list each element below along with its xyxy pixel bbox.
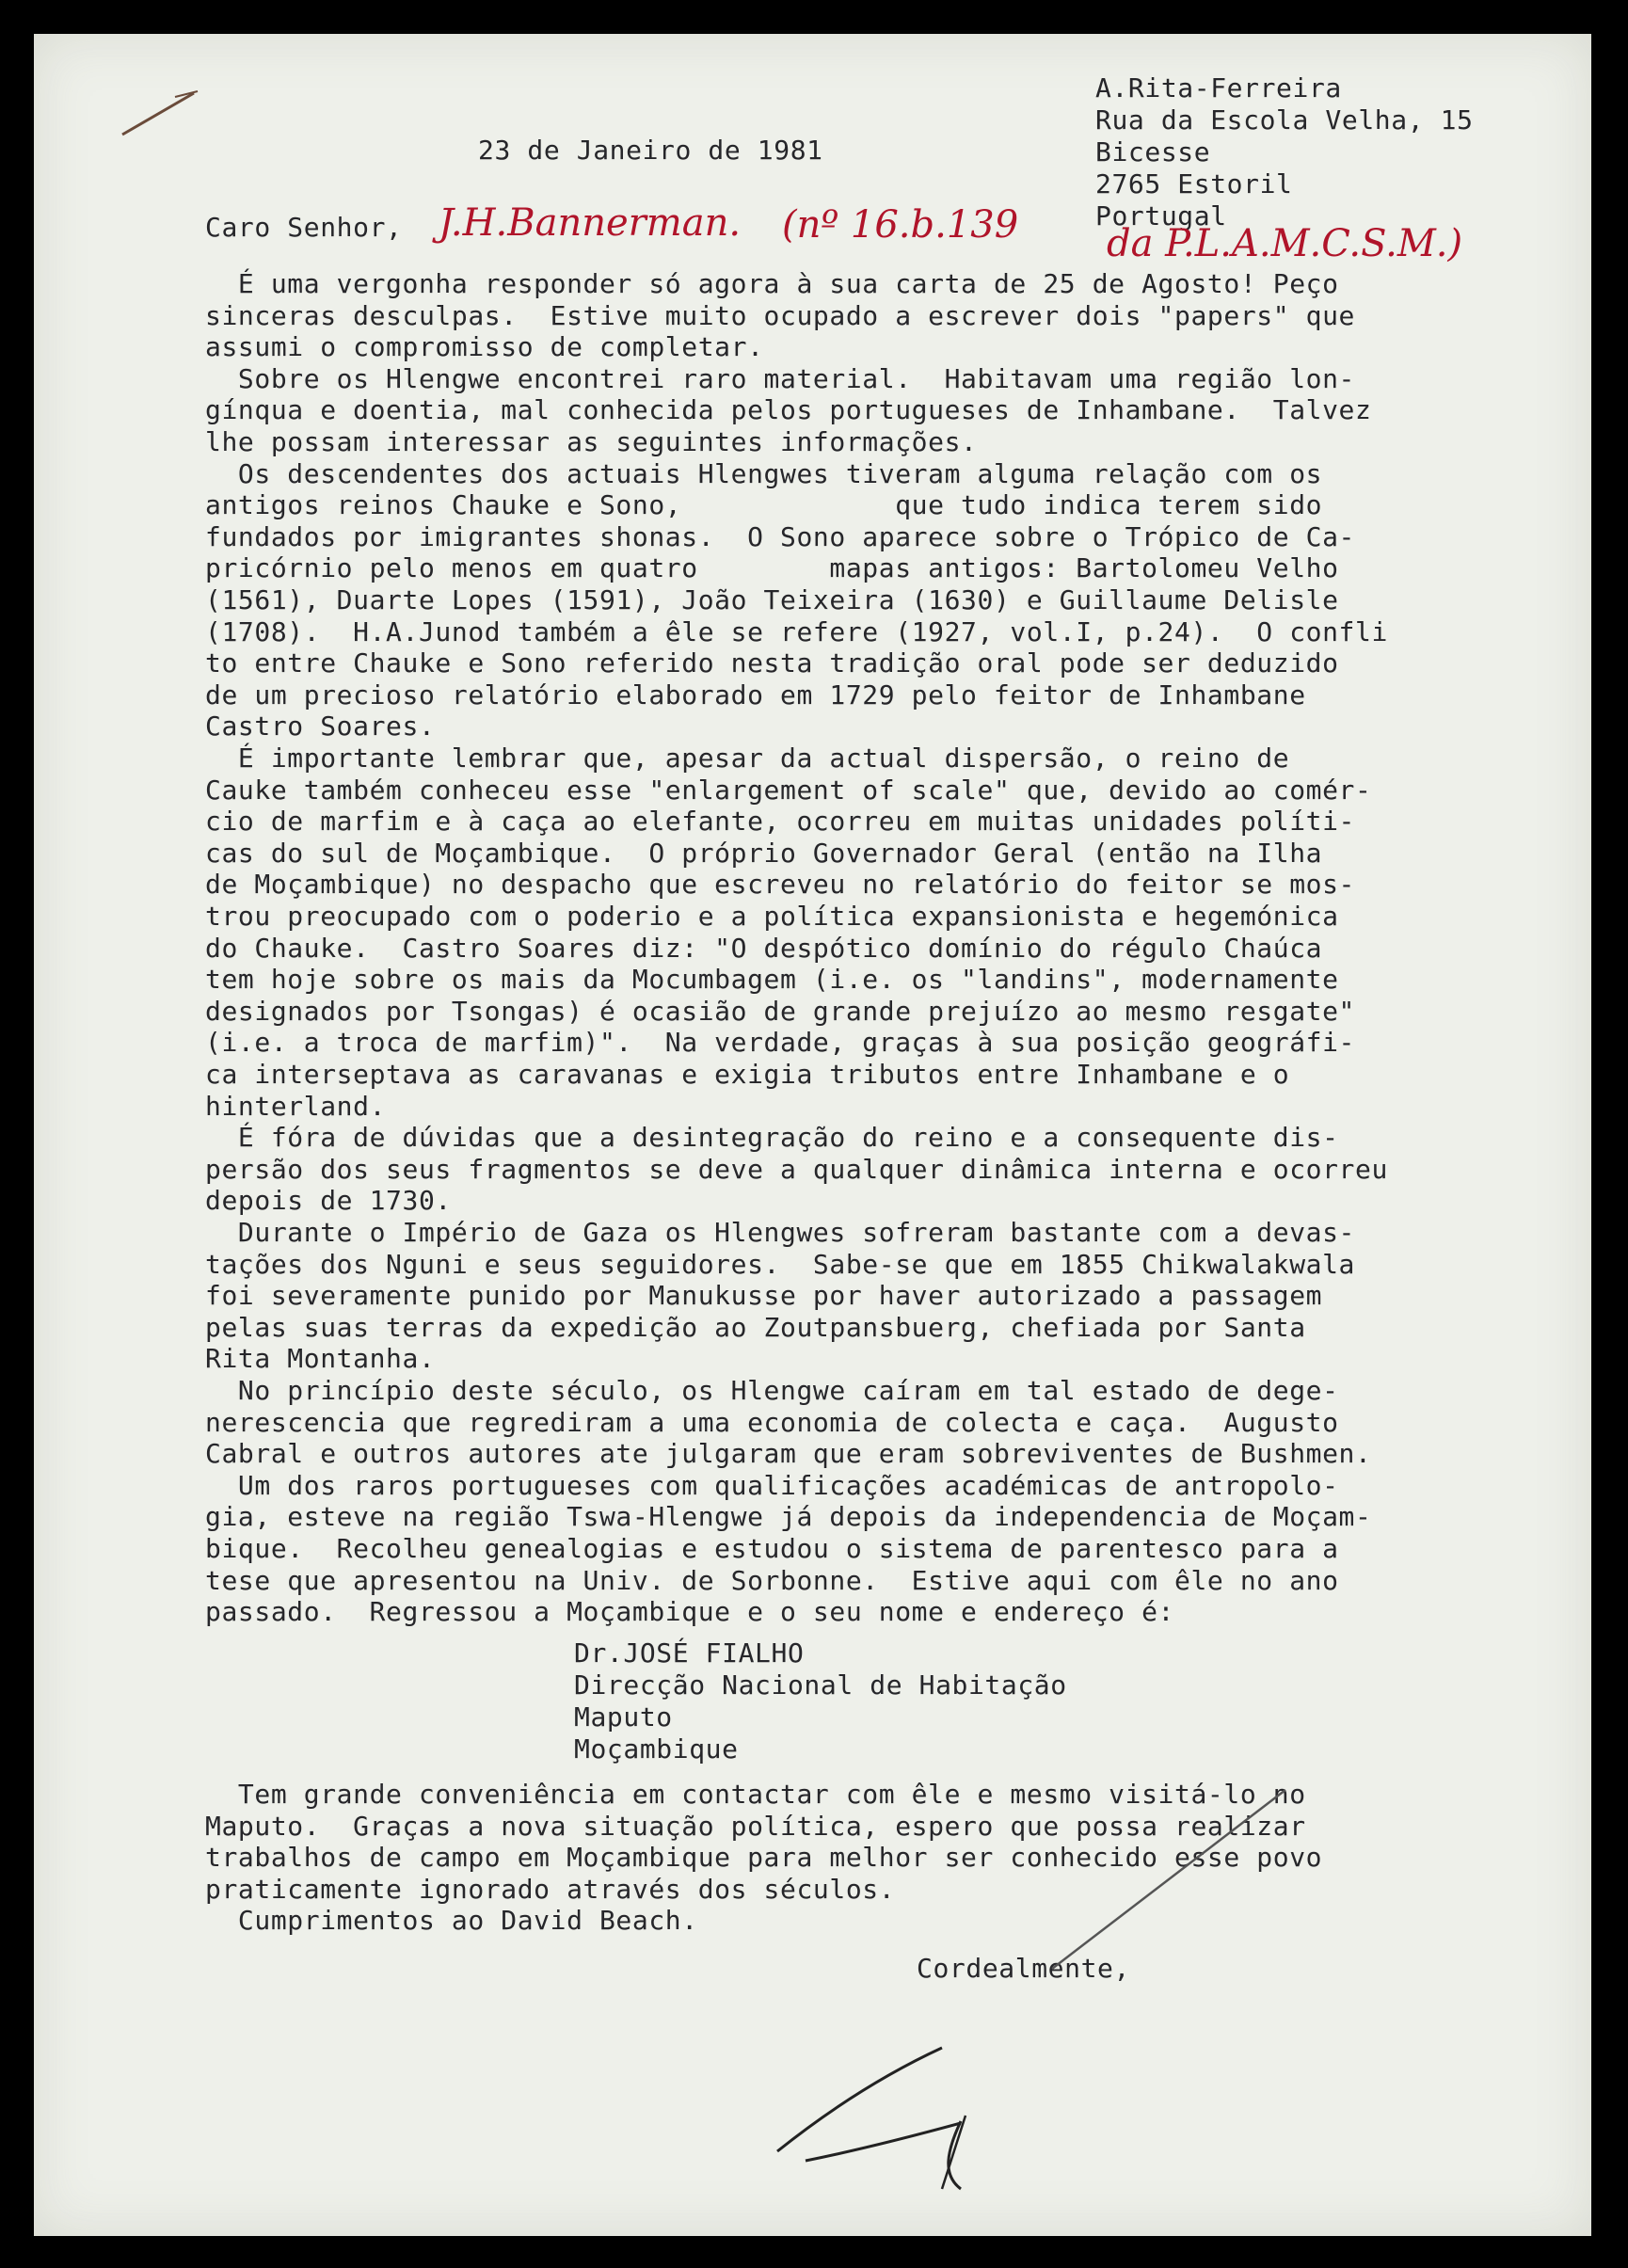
text-line: do Chauke. Castro Soares diz: "O despótico domínio do régulo Chaúca <box>205 932 1323 964</box>
text-line: persão dos seus fragmentos se deve a qualquer dinâmica interna e ocorreu <box>205 1153 1388 1185</box>
letter-closing <box>205 1780 1570 1949</box>
text-line: gínqua e doentia, mal conhecida pelos portugueses de Inhambane. Talvez <box>205 394 1372 426</box>
pencil-slash <box>1050 1784 1295 1973</box>
text-line: trou preocupado com o poderio e a política expansionista e hegemónica <box>205 901 1339 932</box>
sender-locality: Bicesse <box>1095 136 1211 168</box>
valediction: Cordealmente, <box>917 1953 1130 1984</box>
text-line: tações dos Nguni e seus seguidores. Sabe-se que em 1855 Chikwalakwala <box>205 1248 1356 1280</box>
sender-street: Rua da Escola Velha, 15 <box>1095 104 1474 136</box>
text-line: trabalhos de campo em Moçambique para melhor ser conhecido esse povo <box>205 1842 1323 1874</box>
text-line: Um dos raros portugueses com qualificações académicas de antropolo- <box>205 1469 1339 1501</box>
sender-country: Portugal <box>1095 200 1227 232</box>
text-line: foi severamente punido por Manukusse por haver autorizado a passagem <box>205 1280 1323 1312</box>
text-line: passado. Regressou a Moçambique e o seu nome e endereço é: <box>205 1596 1174 1628</box>
text-line: fundados por imigrantes shonas. O Sono aparece sobre o Trópico de Ca- <box>205 520 1356 552</box>
handwritten-reference-2: da P.L.A.M.C.S.M.) <box>1107 222 1463 265</box>
contact-city: Maputo <box>574 1701 673 1733</box>
salutation: Caro Senhor, <box>205 212 403 243</box>
contact-country: Moçambique <box>574 1733 739 1765</box>
text-line: pricórnio pelo menos em quatro mapas antigos: Bartolomeu Velho <box>205 552 1339 584</box>
text-line: tese que apresentou na Univ. de Sorbonne. Estive aqui com êle no ano <box>205 1564 1339 1596</box>
text-line: designados por Tsongas) é ocasião de grande prejuízo ao mesmo resgate" <box>205 995 1356 1027</box>
text-line: to entre Chauke e Sono referido nesta tradição oral pode ser deduzido <box>205 647 1339 679</box>
text-line: (1561), Duarte Lopes (1591), João Teixeira (1630) e Guillaume Delisle <box>205 584 1339 615</box>
contact-office: Direcção Nacional de Habitação <box>574 1669 1067 1701</box>
text-line: ca interseptava as caravanas e exigia tributos entre Inhambane e o <box>205 1059 1290 1090</box>
pencil-mark <box>119 86 203 142</box>
letter-sheet <box>34 34 1591 2236</box>
text-line: Tem grande conveniência em contactar com êle e mesmo visitá-lo no <box>205 1779 1306 1810</box>
handwritten-reference-1: (nº 16.b.139 <box>782 203 1019 247</box>
text-line: antigos reinos Chauke e Sono, que tudo indica terem sido <box>205 489 1323 521</box>
signature <box>768 2010 1088 2198</box>
text-line: Maputo. Graças a nova situação política, espero que possa realizar <box>205 1810 1306 1842</box>
text-line: É fóra de dúvidas que a desintegração do reino e a consequente dis- <box>205 1122 1339 1154</box>
text-line: Rita Montanha. <box>205 1343 436 1375</box>
text-line: assumi o compromisso de completar. <box>205 331 764 363</box>
text-line: Durante o Império de Gaza os Hlengwes sofreram bastante com a devas- <box>205 1217 1356 1248</box>
text-line: praticamente ignorado através dos séculos. <box>205 1873 896 1905</box>
text-line: Castro Soares. <box>205 711 436 743</box>
letter-date: 23 de Janeiro de 1981 <box>478 135 823 166</box>
text-line: hinterland. <box>205 1090 387 1122</box>
text-line: Os descendentes dos actuais Hlengwes tiveram alguma relação com os <box>205 457 1323 489</box>
sender-postcode-city: 2765 Estoril <box>1095 168 1293 200</box>
text-line: É importante lembrar que, apesar da actual dispersão, o reino de <box>205 743 1290 774</box>
text-line: de Moçambique) no despacho que escreveu no relatório do feitor se mos- <box>205 869 1356 901</box>
text-line: (i.e. a troca de marfim)". Na verdade, graças à sua posição geográfi- <box>205 1027 1356 1059</box>
text-line: de um precioso relatório elaborado em 1729 pelo feitor de Inhambane <box>205 679 1306 711</box>
text-line: bique. Recolheu genealogias e estudou o sistema de parentesco para a <box>205 1533 1339 1564</box>
text-line: No princípio deste século, os Hlengwe caíram em tal estado de dege- <box>205 1375 1339 1406</box>
text-line: (1708). H.A.Junod também a êle se refere (1927, vol.I, p.24). O confli <box>205 615 1388 647</box>
text-line: lhe possam interessar as seguintes informações. <box>205 426 978 457</box>
sender-name: A.Rita-Ferreira <box>1095 72 1342 104</box>
text-line: É uma vergonha responder só agora à sua carta de 25 de Agosto! Peço <box>205 268 1339 299</box>
text-line: Cauke também conheceu esse "enlargement of scale" que, devido ao comér- <box>205 774 1372 806</box>
text-line: sinceras desculpas. Estive muito ocupado a escrever dois "papers" que <box>205 299 1356 331</box>
text-line: gia, esteve na região Tswa-Hlengwe já depois da independencia de Moçam- <box>205 1501 1372 1533</box>
letter-body <box>205 269 1570 1643</box>
text-line: Cumprimentos ao David Beach. <box>205 1905 698 1937</box>
contact-name: Dr.JOSÉ FIALHO <box>574 1637 805 1669</box>
text-line: pelas suas terras da expedição ao Zoutpansbuerg, chefiada por Santa <box>205 1311 1306 1343</box>
text-line: tem hoje sobre os mais da Mocumbagem (i.e. os "landins", modernamente <box>205 964 1339 996</box>
text-line: nerescencia que regrediram a uma economia de colecta e caça. Augusto <box>205 1406 1339 1438</box>
text-line: Sobre os Hlengwe encontrei raro material. Habitavam uma região lon- <box>205 362 1356 394</box>
text-line: cas do sul de Moçambique. O próprio Governador Geral (então na Ilha <box>205 837 1323 869</box>
handwritten-addressee: J.H.Bannerman. <box>439 201 742 245</box>
text-line: Cabral e outros autores ate julgaram que eram sobreviventes de Bushmen. <box>205 1438 1372 1470</box>
text-line: cio de marfim e à caça ao elefante, ocorreu em muitas unidades políti- <box>205 806 1356 838</box>
text-line: depois de 1730. <box>205 1185 452 1217</box>
